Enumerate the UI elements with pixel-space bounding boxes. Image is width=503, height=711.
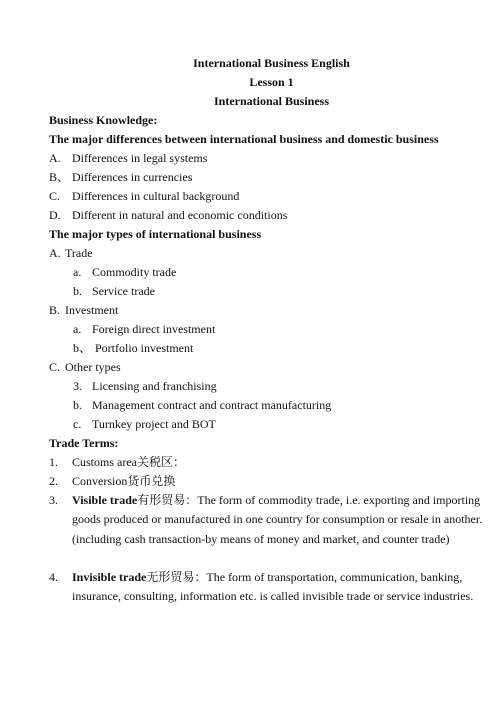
sub-list-item <box>73 322 215 337</box>
term-chinese: 无形贸易： <box>146 570 207 584</box>
list-text: Portfolio investment <box>95 341 194 355</box>
list-item <box>49 189 239 204</box>
sub-list-item <box>73 341 193 356</box>
document-title: International Business English <box>193 56 350 70</box>
list-marker: C. <box>49 360 61 374</box>
list-text: Differences in cultural background <box>72 189 240 203</box>
term-item <box>49 455 185 470</box>
list-text: Other types <box>65 360 121 374</box>
sub-list-item <box>73 284 155 299</box>
list-text: Different in natural and economic conditions <box>72 208 288 222</box>
trade-terms-heading: Trade Terms: <box>49 436 119 450</box>
list-marker: a. <box>73 265 82 279</box>
term-name: Customs area <box>72 455 137 469</box>
differences-heading: The major differences between international business and domestic business <box>49 132 439 146</box>
term-name: Conversion <box>72 474 128 488</box>
list-marker: b. <box>73 284 82 298</box>
term-name: Visible trade <box>72 493 138 507</box>
list-item <box>49 360 121 375</box>
term-definition: The form of commodity trade, i.e. exporting and importing goods produced or manufactured in one country for consumption or resale in another. (including cash transaction-by means of money and market, and counter trade) <box>72 493 483 546</box>
list-marker: c. <box>73 417 82 431</box>
types-heading: The major types of international business <box>49 227 262 241</box>
list-text: Differences in currencies <box>72 170 193 184</box>
list-marker: C. <box>49 189 61 203</box>
term-item <box>49 491 489 549</box>
list-text: Service trade <box>92 284 155 298</box>
list-item <box>49 208 287 223</box>
list-marker: A. <box>49 246 61 260</box>
term-chinese: 关税区： <box>137 455 186 469</box>
list-marker: D. <box>49 208 61 222</box>
list-text: Trade <box>65 246 93 260</box>
list-marker: 3. <box>73 379 82 393</box>
term-item <box>49 474 175 489</box>
list-text: Differences in legal systems <box>72 151 208 165</box>
list-item <box>49 170 192 185</box>
term-chinese: 货币兑换 <box>127 474 176 488</box>
list-marker: b. <box>73 398 82 412</box>
business-knowledge-heading: Business Knowledge: <box>49 113 158 127</box>
term-name: Invisible trade <box>72 570 147 584</box>
list-marker: 4. <box>49 570 58 584</box>
list-marker: 1. <box>49 455 58 469</box>
list-marker: 2. <box>49 474 58 488</box>
list-marker: 3. <box>49 493 58 507</box>
list-marker: A. <box>49 151 61 165</box>
list-marker: B. <box>49 303 61 317</box>
list-marker: B、 <box>49 170 70 184</box>
list-text: Turnkey project and BOT <box>92 417 216 431</box>
list-text: Management contract and contract manufacturing <box>92 398 332 412</box>
term-definition: The form of transportation, communication, banking, insurance, consulting, information etc. is called invisible trade or service industries. <box>72 570 474 604</box>
list-item <box>49 246 93 261</box>
list-item <box>49 303 118 318</box>
sub-list-item <box>73 265 176 280</box>
list-text: Investment <box>65 303 119 317</box>
list-text: Foreign direct investment <box>92 322 216 336</box>
sub-list-item <box>73 417 216 432</box>
sub-list-item <box>73 379 217 394</box>
list-marker: b、 <box>73 341 92 355</box>
list-text: Licensing and franchising <box>92 379 217 393</box>
lesson-label: Lesson 1 <box>249 75 294 89</box>
list-text: Commodity trade <box>92 265 177 279</box>
list-marker: a. <box>73 322 82 336</box>
lesson-topic: International Business <box>213 94 330 108</box>
term-item <box>49 568 495 607</box>
list-item <box>49 151 207 166</box>
term-chinese: 有形贸易： <box>137 493 198 507</box>
sub-list-item <box>73 398 331 413</box>
